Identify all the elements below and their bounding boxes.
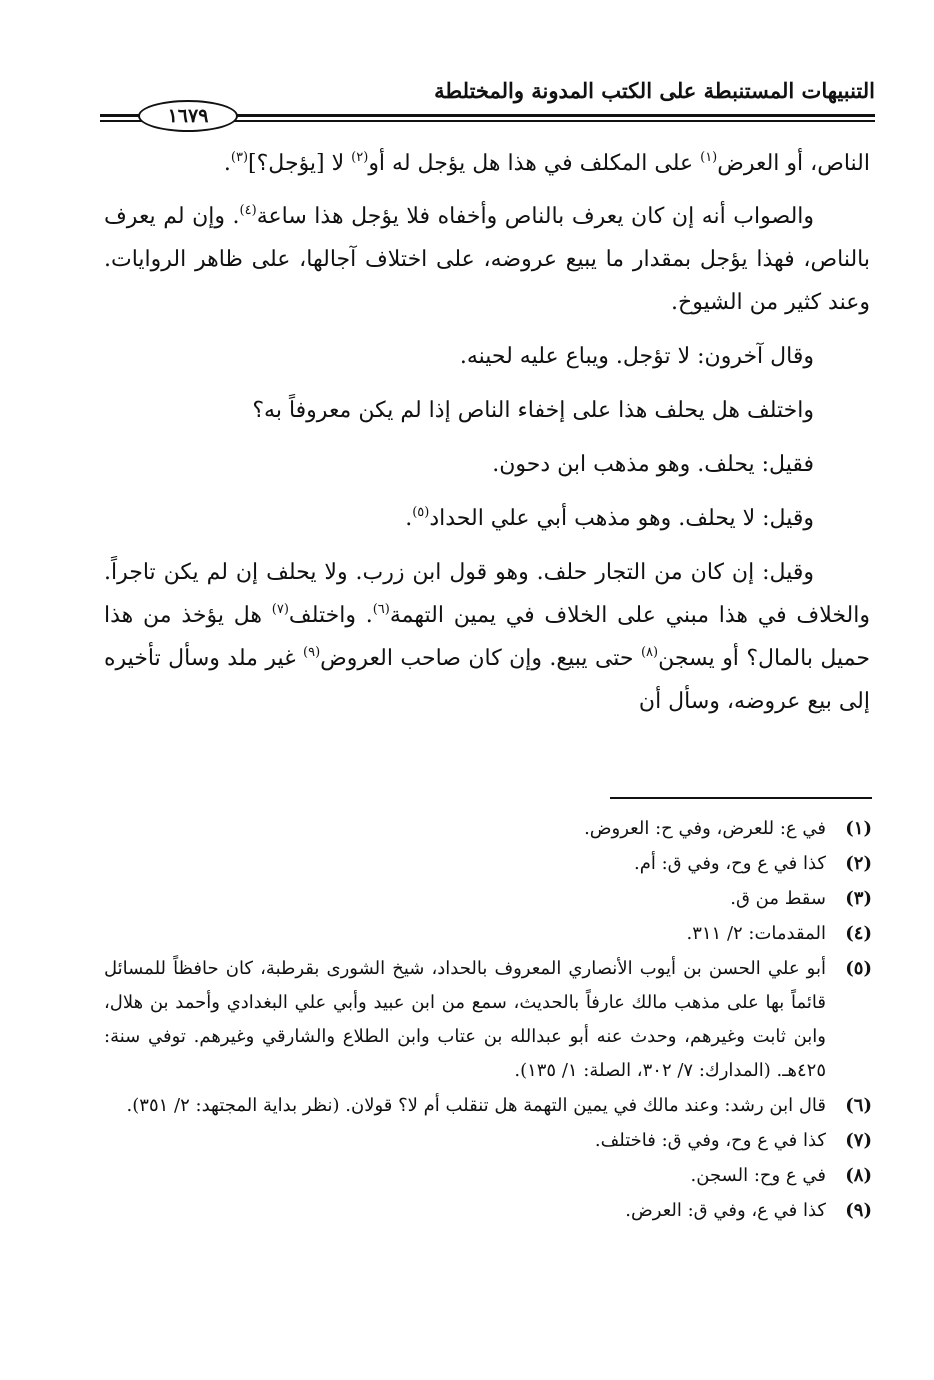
- text-run: هل يؤخذ من هذا حميل بالمال؟ أو يسجن: [104, 603, 870, 671]
- text-run: لا [يؤجل؟]: [248, 151, 352, 176]
- text-run: وقيل: لا يحلف. وهو مذهب أبي علي الحداد: [429, 506, 814, 531]
- running-title: التنبيهات المستنبطة على الكتب المدونة والمختلطة: [434, 78, 875, 103]
- footnote-item: [104, 1089, 872, 1123]
- footnote-number: (٧): [845, 1130, 872, 1151]
- footnote-item: [104, 917, 872, 951]
- text-run: الناص، أو العرض: [717, 151, 870, 176]
- footnote-number: (٣): [845, 888, 872, 909]
- footnote-number: (١): [845, 818, 872, 839]
- paragraph-3: وقال آخرون: لا تؤجل. ويباع عليه لحينه.: [459, 344, 814, 369]
- text-run: على المكلف في هذا هل يؤجل له أو: [368, 151, 701, 176]
- paragraph-5: فقيل: يحلف. وهو مذهب ابن دحون.: [492, 452, 814, 477]
- footnote-ref[interactable]: (٩): [303, 645, 321, 660]
- footnote-ref[interactable]: (٥): [412, 505, 430, 520]
- paragraph-4: واختلف هل يحلف هذا على إخفاء الناص إذا لم يكن معروفاً به؟: [252, 398, 814, 423]
- footnote-text: كذا في ع وح، وفي ق: فاختلف.: [594, 1130, 826, 1151]
- text-run: حتى يبيع. وإن كان صاحب العروض: [320, 646, 641, 671]
- footnote-ref[interactable]: (١): [700, 150, 718, 165]
- footnote-text: قال ابن رشد: وعند مالك في يمين التهمة هل تنقلب أم لا؟ قولان. (نظر بداية المجتهد: ٢/ ٣٥١).: [126, 1095, 826, 1116]
- text-run: .: [223, 151, 231, 176]
- footnote-number: (٩): [845, 1200, 872, 1221]
- text-run: غير ملد وسأل تأخيره إلى بيع عروضه، وسأل أن: [104, 646, 870, 714]
- footnote-ref[interactable]: (٧): [271, 602, 289, 617]
- footnote-text: كذا في ع وح، وفي ق: أم.: [633, 853, 826, 874]
- footnote-text: في ع وح: السجن.: [690, 1165, 826, 1186]
- footnote-item: [104, 1194, 872, 1228]
- footnote-number: (٢): [845, 853, 872, 874]
- footnote-ref[interactable]: (٤): [239, 203, 257, 218]
- footnote-text: في ع: للعرض، وفي ح: العروض.: [584, 818, 826, 839]
- page-number: ١٦٧٩: [138, 100, 238, 132]
- footnote-ref[interactable]: (٨): [640, 645, 659, 660]
- footnote-item: [104, 812, 872, 846]
- footnote-number: (٨): [845, 1165, 872, 1186]
- text-run: . واختلف: [288, 603, 373, 628]
- footnote-item: [104, 952, 872, 1088]
- footnote-item: [104, 882, 872, 916]
- text-run: .: [405, 506, 413, 531]
- footnote-text: المقدمات: ٢/ ٣١١.: [686, 923, 826, 944]
- page-header: [100, 78, 875, 128]
- footnote-ref[interactable]: (٦): [372, 602, 390, 617]
- footnote-item: [104, 1159, 872, 1193]
- paragraph-2: [104, 195, 870, 324]
- footnote-separator: [610, 797, 872, 799]
- footnote-text: أبو علي الحسن بن أيوب الأنصاري المعروف بالحداد، شيخ الشورى بقرطبة، كان حافظاً للمسائل قائماً بها على مذهب مالك عارفاً بالحديث، سمع من ابن عبيد وأبي علي البغدادي وأحمد بن هلال، وابن ثابت وغيرهم، وحدث عنه أبو عبدالله بن عتاب وابن الطلاع والشارقي وغيرهم. توفي سنة: ٤٢٥هـ. (المدارك: ٧/ ٣٠٢، الصلة: ١/ ١٣٥).: [104, 958, 826, 1081]
- paragraph-1: [104, 142, 870, 185]
- footnote-number: (٥): [845, 958, 872, 979]
- footnote-item: [104, 847, 872, 881]
- text-run: . وإن لم يعرف بالناص، فهذا يؤجل بمقدار ما يبيع عروضه، على اختلاف آجالها، على ظاهر الروايات. وعند كثير من الشيوخ.: [104, 204, 870, 315]
- paragraph-7: [104, 551, 870, 723]
- text-run: وقيل: إن كان من التجار حلف. وهو قول ابن زرب. ولا يحلف إن لم يكن تاجراً. والخلاف في هذا مبني على الخلاف في يمين التهمة: [104, 560, 870, 628]
- footnotes-section: [104, 812, 872, 1229]
- footnote-number: (٦): [845, 1095, 872, 1116]
- footnote-item: [104, 1124, 872, 1158]
- paragraph-6: [104, 497, 870, 540]
- footnote-ref[interactable]: (٣): [230, 150, 249, 165]
- footnote-text: سقط من ق.: [730, 888, 826, 909]
- main-text: [104, 142, 870, 734]
- footnote-number: (٤): [845, 923, 872, 944]
- footnote-text: كذا في ع، وفي ق: العرض.: [625, 1200, 826, 1221]
- text-run: والصواب أنه إن كان يعرف بالناص وأخفاه فلا يؤجل هذا ساعة: [256, 204, 815, 229]
- footnote-ref[interactable]: (٢): [351, 150, 369, 165]
